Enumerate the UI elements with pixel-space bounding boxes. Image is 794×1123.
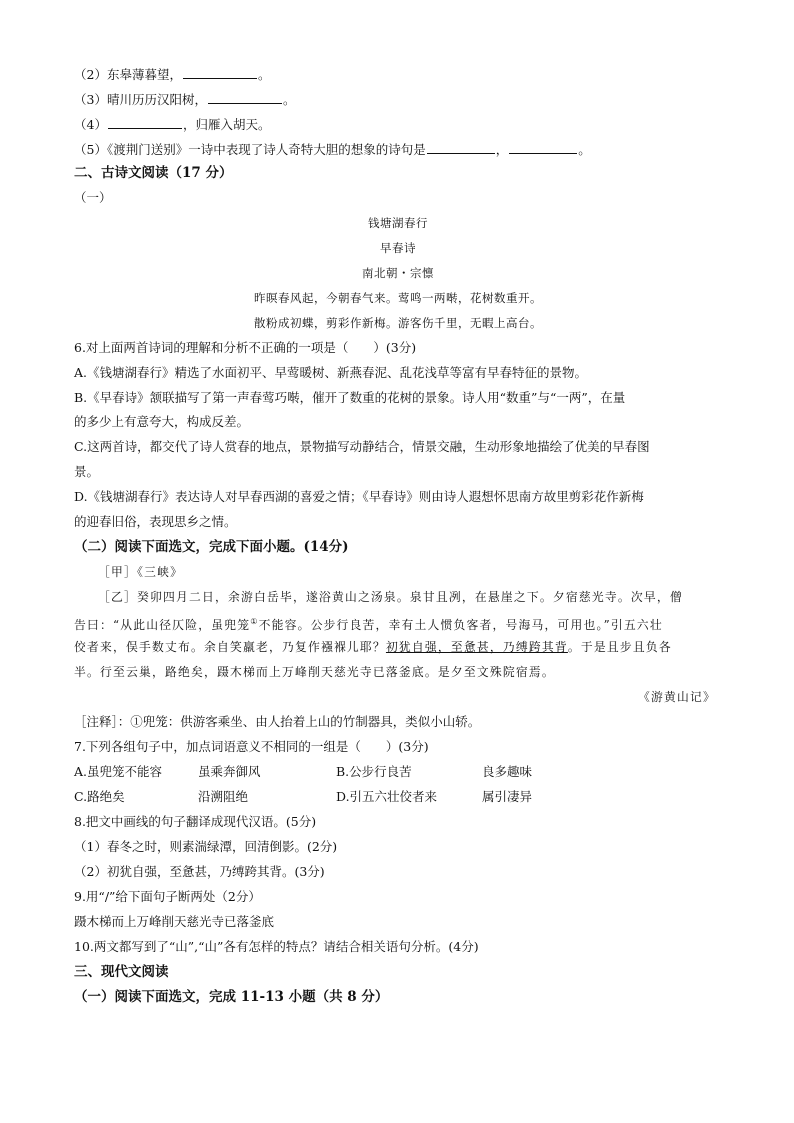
option-c-cont: 景。 (74, 464, 100, 479)
q5-item-3: （3）晴川历历汉阳树， 。 (74, 92, 296, 107)
annotation: ［注释］：①兜笼：供游客乘坐、由人抬着上山的竹制器具，类似小山轿。 (74, 714, 481, 729)
section-heading: 二、古诗文阅读（17 分） (74, 165, 233, 181)
section-heading: 三、现代文阅读 (74, 964, 169, 980)
answer-blank[interactable] (509, 141, 577, 154)
poem-author: 南北朝・宗懔 (362, 266, 434, 280)
question-9: 9.用“/”给下面句子断两处（2分） (74, 889, 261, 904)
option-d: D.《钱塘湖春行》表达诗人对早春西湖的喜爱之情；《早春诗》则由诗人遐想怀思南方故里剪彩花作新梅 (74, 489, 644, 504)
passage-line: 半。行至云巢，路绝矣，蹑木梯而上万峰削天慈光寺已落釜底。是夕至文殊院宿焉。 (74, 665, 555, 679)
passage-jia-title: ［甲］《三峡》 (98, 565, 184, 579)
question-7: 7.下列各组句子中，加点词语意义不相同的一组是（ ）(3分) (74, 739, 429, 754)
poem-title: 早春诗 (380, 241, 416, 255)
option-a: A.《钱塘湖春行》精选了水面初平、早莺暖树、新燕春泥、乱花浅草等富有早春特征的景物。 (74, 365, 588, 380)
exam-page: （2）东皋薄暮望， 。 （3）晴川历历汉阳树， 。 （4） ，归雁入胡天。 （5）《渡荆门送别》一诗中表现了诗人奇特大胆的想象的诗句是 ， 。 二、古诗文阅读（17 分） （一） 钱塘湖春行 早春诗 南北朝・宗懔 昨暝春风起，今朝春气来。莺鸣一两啭，花树数重开。 散粉成初蝶，剪彩作新梅。游客伤千里，无暇上高台。 6.对上面两首诗词的理解和分析不正确的一项是（ ）(3分) A.《钱塘湖春行》精选了水面初平、早莺暖树、新燕春泥、乱花浅草等富有早春特征的景物。 B.《早春诗》颔联描写了第一声春莺巧啭，催开了数重的花树的景象。诗人用“数重”与“一两”，在量 的多少上有意夸大，构成反差。 C.这两首诗，都交代了诗人赏春的地点，景物描写动静结合，情景交融，生动形象地描绘了优美的早春图 景。 D.《钱塘湖春行》表达诗人对早春西湖的喜爱之情；《早春诗》则由诗人遐想怀思南方故里剪彩花作新梅 的迎春旧俗，表现思乡之情。 （二）阅读下面选文，完成下面小题。(14分) ［甲］《三峡》 ［乙］癸卯四月二日，余游白岳毕，遂浴黄山之汤泉。泉甘且冽，在悬崖之下。夕宿慈光寺。次早，僧 告曰：“从此山径仄险，虽兜笼①不能容。公步行良苦，幸有土人惯负客者，号海马，可用也。”引五六壮 佼者来，俣手数丈布。余自笑羸老，乃复作襁褓儿耶？初犹自强，至惫甚，乃缚跨其背。于是且步且负各 半。行至云巢，路绝矣，蹑木梯而上万峰削天慈光寺已落釜底。是夕至文殊院宿焉。 《游黄山记》 ［注释］：①兜笼：供游客乘坐、由人抬着上山的竹制器具，类似小山轿。 7.下列各组句子中，加点词语意义不相同的一组是（ ）(3分) A.虽兜笼不能容 虽乘奔御风 B.公步行良苦 良多趣味 C.路绝矣 沿溯阻绝 D.引五六壮佼者来 属引凄异 8.把文中画线的句子翻译成现代汉语。(5分) （1）春冬之时，则素湍绿潭，回清倒影。(2分) （2）初犹自强，至惫甚，乃缚跨其背。(3分) 9.用“/”给下面句子断两处（2分） 蹑木梯而上万峰削天慈光寺已落釜底 10.两文都写到了“山”,“山”各有怎样的特点？请结合相关语句分析。(4分) 三、现代文阅读 （一）阅读下面选文，完成 11-13 小题（共 8 分） (0, 0, 794, 1123)
passage-line: 告曰：“从此山径仄险，虽兜笼①不能容。公步行良苦，幸有土人惯负客者，号海马，可用也。”引五六壮 (74, 617, 663, 632)
passage-line: ［乙］癸卯四月二日，余游白岳毕，遂浴黄山之汤泉。泉甘且冽，在悬崖之下。夕宿慈光寺。次早，僧 (98, 590, 683, 604)
q5-item-2: （2）东皋薄暮望， 。 (74, 67, 271, 82)
q8-item-2: （2）初犹自强，至惫甚，乃缚跨其背。(3分) (74, 864, 325, 879)
answer-blank[interactable] (208, 91, 282, 104)
poem-line: 昨暝春风起，今朝春气来。莺鸣一两啭，花树数重开。 (254, 291, 542, 305)
option-c: C.这两首诗，都交代了诗人赏春的地点，景物描写动静结合，情景交融，生动形象地描绘了优美的早春图 (74, 439, 650, 454)
part-label: （一） (74, 190, 112, 205)
poem-title: 钱塘湖春行 (368, 216, 428, 230)
answer-blank[interactable] (183, 66, 257, 79)
q9-sentence: 蹑木梯而上万峰削天慈光寺已落釜底 (74, 914, 275, 929)
part-heading: （二）阅读下面选文，完成下面小题。(14分) (74, 539, 349, 555)
passage-source: 《游黄山记》 (638, 690, 716, 704)
poem-line: 散粉成初蝶，剪彩作新梅。游客伤千里，无暇上高台。 (254, 316, 542, 330)
part-heading: （一）阅读下面选文，完成 11-13 小题（共 8 分） (74, 989, 389, 1005)
q5-item-5: （5）《渡荆门送别》一诗中表现了诗人奇特大胆的想象的诗句是 ， 。 (74, 142, 591, 157)
question-8: 8.把文中画线的句子翻译成现代汉语。(5分) (74, 814, 317, 829)
passage-line: 佼者来，俣手数丈布。余自笑羸老，乃复作襁褓儿耶？初犹自强，至惫甚，乃缚跨其背。于是且步且负各 (74, 640, 672, 654)
q5-item-4: （4） ，归雁入胡天。 (74, 117, 271, 132)
question-6: 6.对上面两首诗词的理解和分析不正确的一项是（ ）(3分) (74, 340, 417, 355)
answer-blank[interactable] (427, 141, 495, 154)
option-b: B.《早春诗》颔联描写了第一声春莺巧啭，催开了数重的花树的景象。诗人用“数重”与“一两”，在量 (74, 390, 626, 405)
option-b-cont: 的多少上有意夸大，构成反差。 (74, 414, 250, 429)
question-10: 10.两文都写到了“山”,“山”各有怎样的特点？请结合相关语句分析。(4分) (74, 939, 479, 954)
q8-item-1: （1）春冬之时，则素湍绿潭，回清倒影。(2分) (74, 839, 338, 854)
underlined-sentence: 初犹自强，至惫甚，乃缚跨其背 (385, 640, 568, 654)
option-d-cont: 的迎春旧俗，表现思乡之情。 (74, 514, 237, 529)
answer-blank[interactable] (108, 116, 182, 129)
